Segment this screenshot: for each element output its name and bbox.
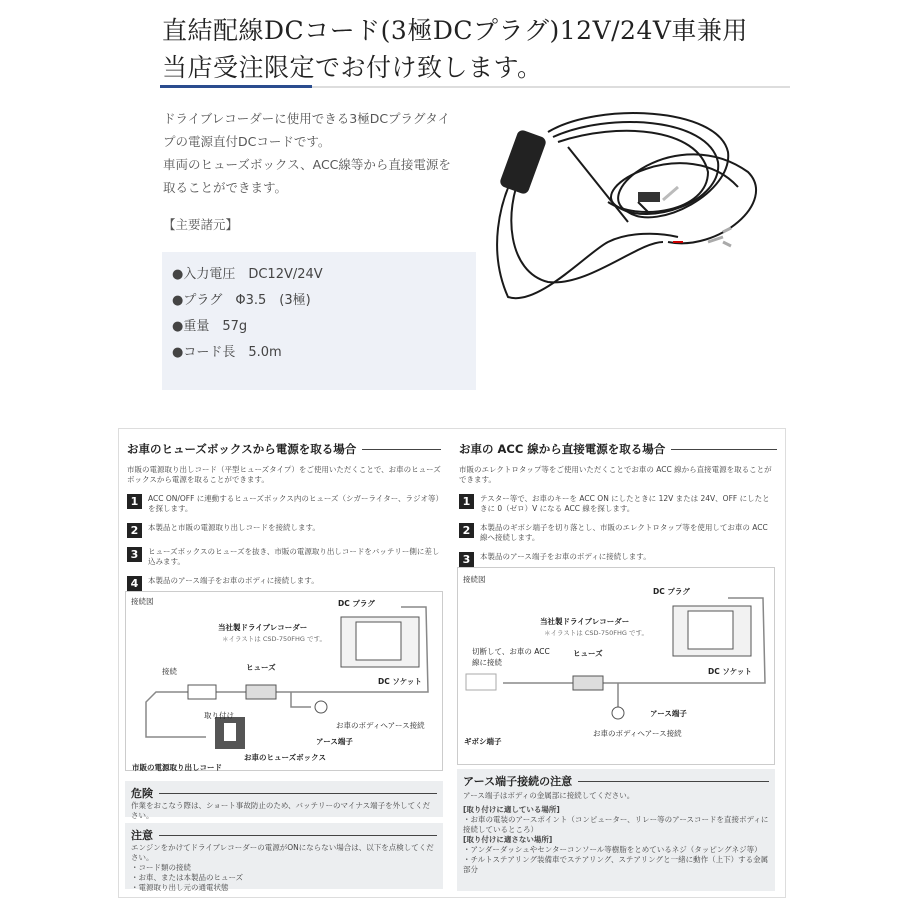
step: 3 ヒューズボックスのヒューズを抜き、市販の電源取り出しコードをバッテリー側に差し込みます。 (127, 547, 441, 567)
acc-method-section: お車の ACC 線から直接電源を取る場合 市販のエレクトロタップ等をご使用いただくことでお車の ACC 線から直接電源を取ることができます。 1 テスター等で、お車のキーを ACC ON にしたときに 12V または 24V、OFF にしたときに 0（ゼロ）V になる ACC 線を探します。 2 本製品のギボシ端子を切り落とし、市販のエレクトロタップ等を使用してお車の ACC 線へ接続します。 3 本製品のアース端子をお車のボディに接続します。 (459, 441, 777, 567)
step: 2 本製品と市販の電源取り出しコードを接続します。 (127, 523, 441, 538)
spec-heading: 【主要諸元】 (163, 217, 239, 232)
connection-diagram-acc: 接続図 DC プラグ 当社製ドライブレコーダー ＊イラストは CSD-750FHG です。 DC ソケット ヒューズ 切断して、お車の ACC 線に接続 アース端子 お車のボディへアース接続 ギボシ端子 (457, 567, 775, 765)
product-description: ドライブレコーダーに使用できる3極DCプラグタイ プの電源直付DCコードです。 車両のヒューズボックス、ACC線等から直接電源を 取ることができます。 (163, 111, 451, 195)
spec-box (162, 252, 476, 390)
step: 2 本製品のギボシ端子を切り落とし、市販のエレクトロタップ等を使用してお車の ACC 線へ接続します。 (459, 523, 777, 543)
step: 4 本製品のアース端子をお車のボディに接続します。 (127, 576, 441, 591)
danger-box: 危険 作業をおこなう際は、ショート事故防止のため、バッテリーのマイナス端子を外してください。 (125, 781, 443, 817)
section-heading: お車のヒューズボックスから電源を取る場合 (127, 442, 357, 456)
spec-item: ●プラグ Φ3.5 (3極) (172, 293, 311, 308)
caution-box: 注意 エンジンをかけてドライブレコーダーの電源がONにならない場合は、以下を点検してください。 ・コード類の接続 ・お車、または本製品のヒューズ ・電源取り出し元の通電状態 (125, 823, 443, 889)
installation-guide-panel (118, 428, 786, 898)
title-underline-accent (160, 85, 312, 88)
fusebox-method-section: お車のヒューズボックスから電源を取る場合 市販の電源取り出しコード（平型ヒューズタイプ）をご使用いただくことで、お車のヒューズボックスから電源を取ることができます。 1 ACC ON/OFF に連動するヒューズボックス内のヒューズ（シガーライター、ラジオ等）を探します。 2 本製品と市販の電源取り出しコードを接続します。 3 ヒューズボックスのヒューズを抜き、市販の電源取り出しコードをバッテリー側に差し込みます。 4 本製品のアース端子をお車のボディに接続します。 (127, 442, 441, 590)
step: 1 ACC ON/OFF に連動するヒューズボックス内のヒューズ（シガーライター、ラジオ等）を探します。 (127, 494, 441, 514)
earth-caution-box: アース端子接続の注意 アース端子はボディの金属部に接続してください。 [取り付けに適している場所] ・お車の電装のアースポイント（コンピューター、リレー等のアースコードを直接ボディに接続しているところ） [取り付けに適さない場所] ・アンダーダッシュやセンターコンソール等樹脂をとめているネジ（タッピングネジ等） ・チルトステアリング装備車でステアリング、ステアリングと一緒に動作（上下）する金属部分 (457, 769, 775, 891)
product-photo-dc-cord (478, 92, 788, 307)
connection-diagram-fusebox: 接続図 DC プラグ 当社製ドライブレコーダー ＊イラストは CSD-750FHG です。 DC ソケット ヒューズ 接続 取り付け お車のボディへアース接続 アース端子 お車のヒューズボックス 市販の電源取り出しコード (125, 591, 443, 771)
step: 3 本製品のアース端子をお車のボディに接続します。 (459, 552, 777, 567)
page-title: 直結配線DCコード(3極DCプラグ)12V/24V車兼用 当店受注限定でお付け致します。 (162, 16, 748, 82)
spec-item: ●重量 57g (172, 319, 248, 334)
section-heading: お車の ACC 線から直接電源を取る場合 (459, 442, 666, 456)
spec-item: ●入力電圧 DC12V/24V (172, 267, 323, 282)
title-underline (312, 86, 790, 88)
spec-item: ●コード長 5.0m (172, 345, 282, 360)
step: 1 テスター等で、お車のキーを ACC ON にしたときに 12V または 24V、OFF にしたときに 0（ゼロ）V になる ACC 線を探します。 (459, 494, 777, 514)
